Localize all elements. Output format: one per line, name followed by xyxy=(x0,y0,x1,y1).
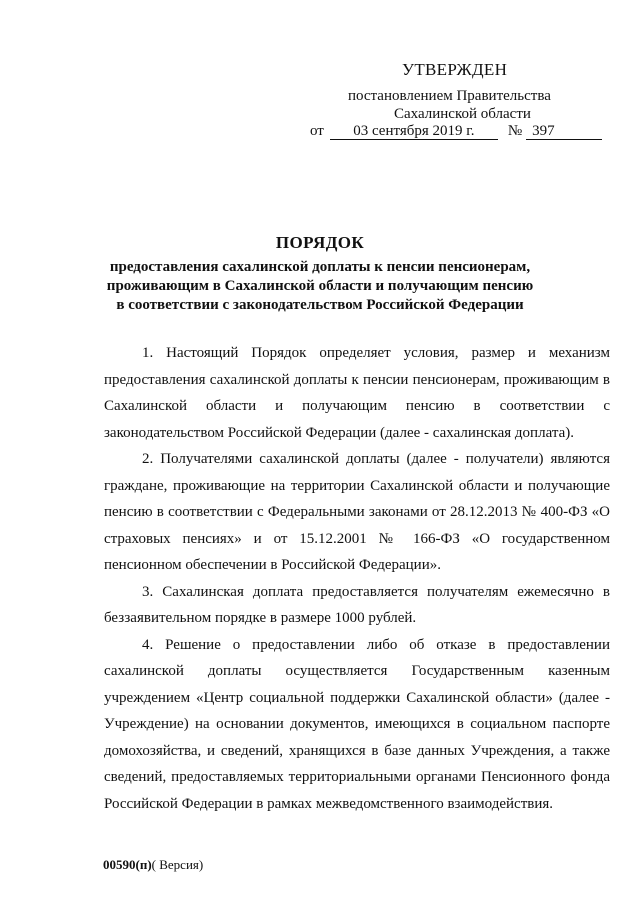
approval-line-1: постановлением Правительства xyxy=(348,88,551,104)
paragraph-3: 3. Сахалинская доплата предоставляется получателям ежемесячно в беззаявительном порядке в размере 1000 рублей. xyxy=(104,583,610,626)
subtitle-line: проживающим в Сахалинской области и получающим пенсию xyxy=(106,278,534,294)
document-body xyxy=(104,340,610,817)
approval-date-row xyxy=(310,123,602,140)
subtitle-line: предоставления сахалинской доплаты к пенсии пенсионерам, xyxy=(109,259,531,275)
document-subtitle xyxy=(0,258,640,315)
from-label: от xyxy=(310,123,324,139)
subtitle-line: в соответствии с законодательством Российской Федерации xyxy=(116,297,524,313)
number-label: № xyxy=(507,123,523,139)
approval-date: 03 сентября 2019 г. xyxy=(330,123,498,140)
paragraph-2: 2. Получателями сахалинской доплаты (далее - получатели) являются граждане, проживающие на территории Сахалинской области и получающие пенсию в соответствии с Федеральными законами от 28.12.2013 № 400-ФЗ «О страховых пенсиях» и от 15.12.2001 № 166-ФЗ «О государственном пенсионном обеспечении в Российской Федерации». xyxy=(104,451,610,573)
approval-title: УТВЕРЖДЕН xyxy=(402,60,508,79)
document-version: ( Версия) xyxy=(151,857,204,872)
paragraph-4: 4. Решение о предоставлении либо об отказе в предоставлении сахалинской доплаты осуществляется Государственным казенным учреждением «Центр социальной поддержки Сахалинской области» (далее - Учреждение) на основании документов, имеющихся в социальном паспорте домохозяйства, и сведений, хранящихся в базе данных Учреждения, а также сведений, предоставляемых территориальными органами Пенсионного фонда Российской Федерации в рамках межведомственного взаимодействия. xyxy=(104,636,610,812)
approval-number: 397 xyxy=(526,123,602,140)
document-title: ПОРЯДОК xyxy=(275,233,365,252)
approval-line-2: Сахалинской области xyxy=(394,106,531,122)
paragraph-1: 1. Настоящий Порядок определяет условия, размер и механизм предоставления сахалинской доплаты к пенсии пенсионерам, проживающим в Сахалинской области и получающим пенсию в соответствии с законодательством Российской Федерации (далее - сахалинская доплата). xyxy=(104,345,610,441)
document-code: 00590(п) xyxy=(103,857,152,872)
footer-code xyxy=(103,857,203,873)
